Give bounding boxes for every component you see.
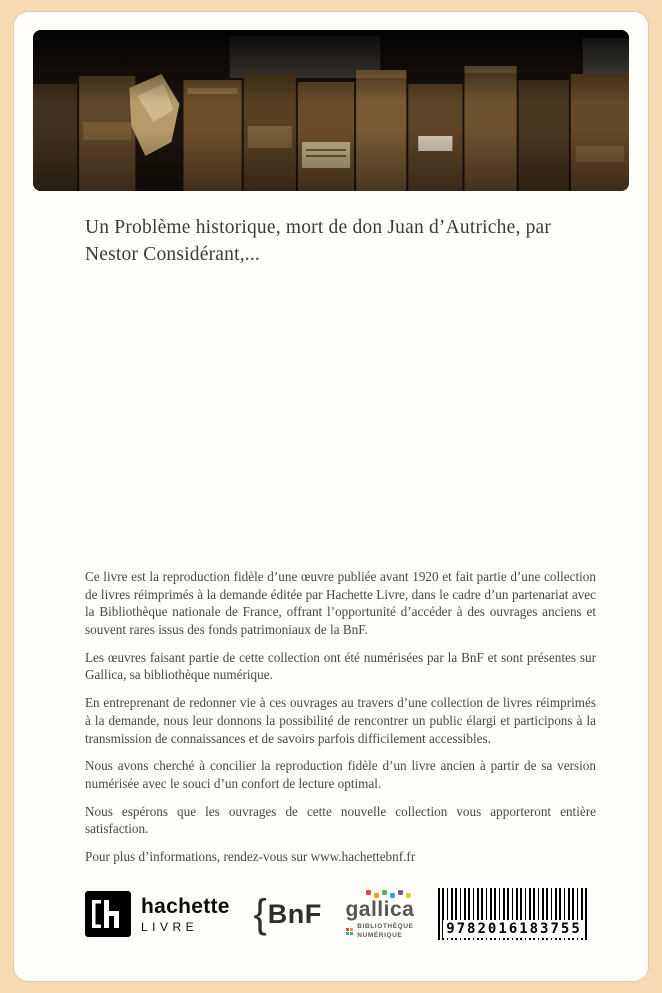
- body-paragraph: Nous avons cherché à concilier la reproduction fidèle d’un livre ancien à partir de sa version numérisée avec le souci d’un confort de lecture optimal.: [85, 758, 596, 791]
- description-block: [85, 568, 596, 866]
- book-title: Un Problème historique, mort de don Juan d’Autriche, par Nestor Considérant,...: [85, 217, 552, 266]
- cover-card: [14, 12, 648, 981]
- publisher-logos-row: [85, 885, 590, 943]
- body-paragraph: En entreprenant de redonner vie à ces ouvrages au travers d’une collection de livres réimprimés à la demande, nous leur donnons la possibilité de rencontrer un public élargi et participons à la transmission de connaissances et de savoirs parfois difficilement accessibles.: [85, 695, 596, 746]
- gallica-subline: [346, 923, 413, 939]
- books-photo-illustration: [33, 30, 629, 191]
- gallica-subtitle-line1: BIBLIOTHÈQUE: [357, 923, 414, 931]
- gallica-subtitle-line2: NUMÉRIQUE: [357, 931, 403, 939]
- gallica-logo: [345, 888, 414, 939]
- body-paragraph: Nous espérons que les ouvrages de cette nouvelle collection vous apporteront entière satisfaction.: [85, 803, 596, 837]
- body-paragraph-website: Pour plus d’informations, rendez-vous sur www.hachettebnf.fr: [85, 848, 416, 864]
- hachette-livre-label: LIVRE: [141, 919, 199, 934]
- body-paragraph: Ce livre est la reproduction fidèle d’une œuvre publiée avant 1920 et fait partie d’une collection de livres réimprimés à la demande éditée par Hachette Livre, dans le cadre d’un partenariat avec la Bibliothèque nationale de France, offrant l’opportunité d’accéder à des ouvrages anciens et souvent rares issus des fonds patrimoniaux de la BnF.: [85, 569, 596, 638]
- hachette-livre-logo: [85, 891, 230, 937]
- body-paragraph: Les œuvres faisant partie de cette collection ont été numérisées par la BnF et sont présentes sur Gallica, sa bibliothèque numérique.: [85, 649, 596, 683]
- gallica-pixels-icon: [346, 928, 353, 935]
- gallica-dots: [365, 888, 413, 898]
- isbn-barcode: [438, 888, 590, 940]
- old-books-photo: [33, 30, 629, 191]
- gallica-wordmark: gallica: [345, 898, 415, 922]
- gallica-subtitle: [357, 923, 413, 939]
- hachette-name: hachette: [141, 894, 230, 918]
- hachette-wordmark: [141, 896, 230, 933]
- bnf-logo: [253, 894, 321, 934]
- barcode-number: 9782016183755: [443, 920, 585, 938]
- bnf-brace-glyph: {: [253, 892, 267, 936]
- hachette-h-icon: [85, 891, 131, 937]
- bnf-wordmark: BnF: [267, 898, 322, 929]
